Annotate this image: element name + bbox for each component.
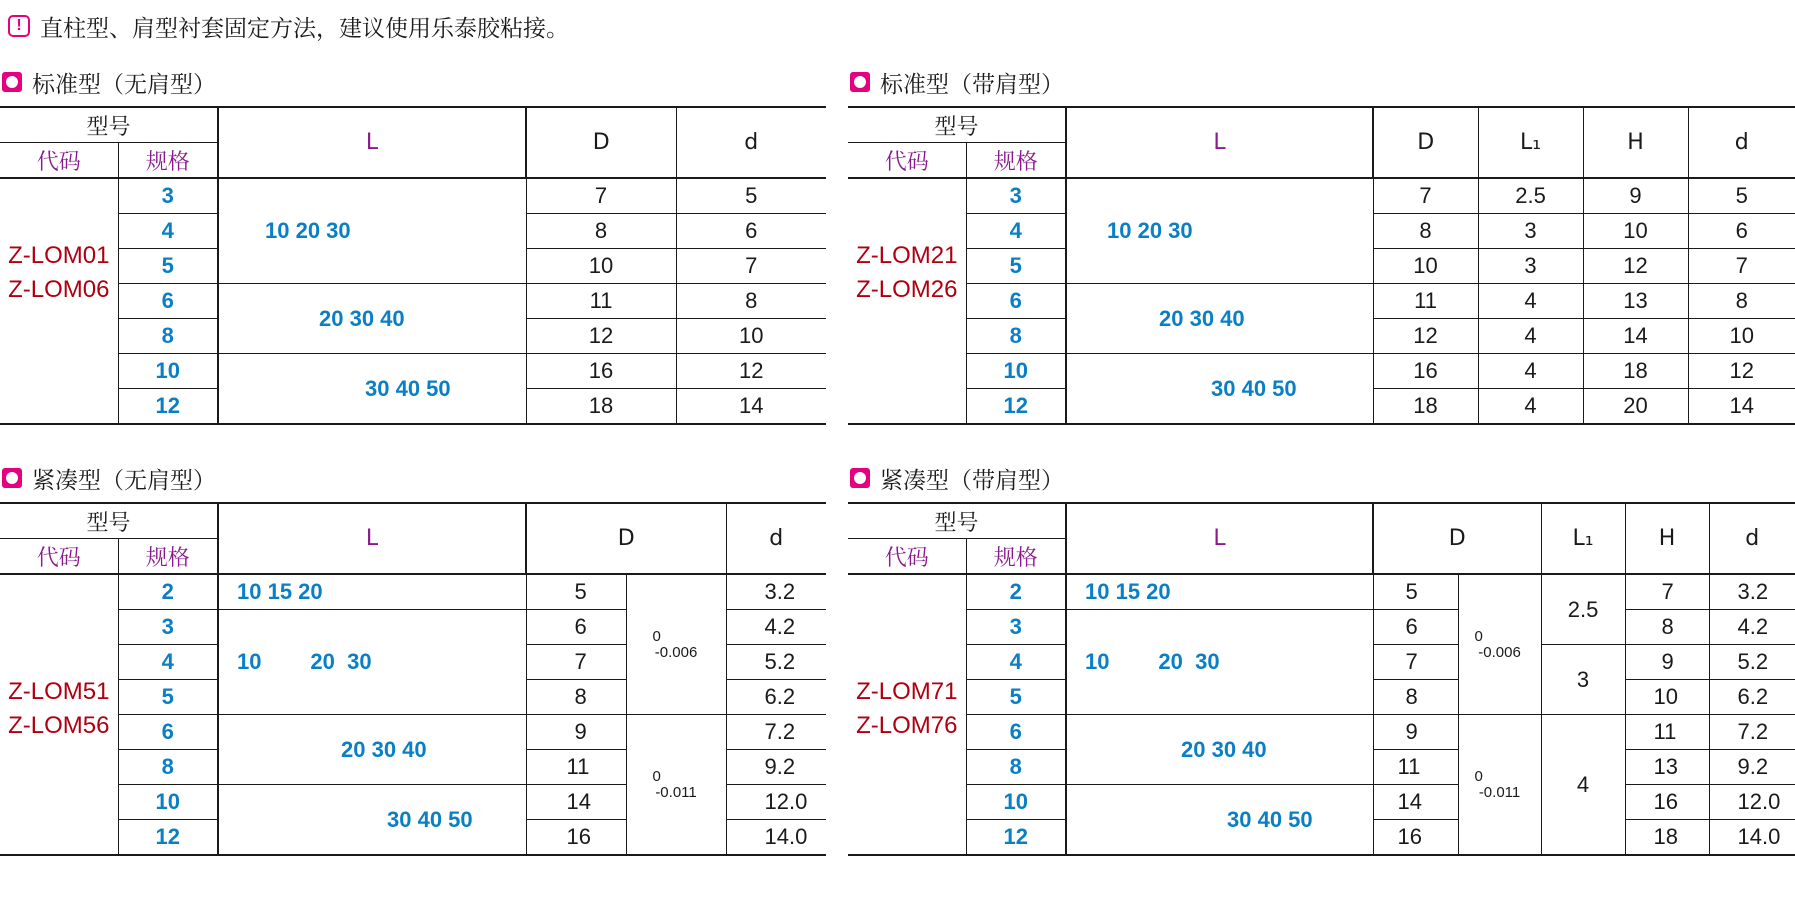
- H-value: 18: [1625, 820, 1709, 856]
- section-marker-icon: [2, 468, 22, 488]
- spec-value: 5: [966, 680, 1066, 715]
- tolerance-cell: [626, 574, 726, 715]
- length-options: 10 15 20: [218, 574, 526, 610]
- D-value: 8: [1373, 680, 1458, 715]
- D-value: 16: [526, 354, 676, 389]
- header-H: H: [1625, 503, 1709, 574]
- L1-value: 2.5: [1541, 574, 1625, 645]
- D-value: 18: [1373, 389, 1478, 425]
- d-value: 12.0: [1709, 785, 1795, 820]
- model-code: Z-LOM01: [8, 242, 110, 269]
- section-title: 标准型（带肩型）: [880, 71, 1064, 98]
- d-value: 6.2: [726, 680, 826, 715]
- spec-value: 3: [966, 610, 1066, 645]
- D-value: 11: [526, 750, 626, 785]
- spec-value: 6: [118, 715, 218, 750]
- D-value: 7: [1373, 645, 1458, 680]
- D-value: 11: [1373, 284, 1478, 319]
- D-value: 5: [1373, 574, 1458, 610]
- d-value: 7.2: [726, 715, 826, 750]
- D-value: 9: [1373, 715, 1458, 750]
- header-H: H: [1583, 107, 1688, 178]
- d-value: 5.2: [726, 645, 826, 680]
- spec-value: 10: [966, 785, 1066, 820]
- D-value: 18: [526, 389, 676, 425]
- section-title: 紧凑型（带肩型）: [880, 467, 1064, 494]
- section-title: 标准型（无肩型）: [32, 71, 216, 98]
- header-D: D: [526, 107, 676, 178]
- length-options: 20 30 40: [1066, 284, 1373, 354]
- tolerance-lower: -0.011: [1478, 783, 1521, 801]
- length-options: 20 30 40: [1066, 715, 1373, 785]
- H-value: 20: [1583, 389, 1688, 425]
- H-value: 13: [1583, 284, 1688, 319]
- spec-value: 3: [118, 178, 218, 214]
- d-value: 3.2: [1709, 574, 1795, 610]
- D-value: 6: [1373, 610, 1458, 645]
- model-code: Z-LOM51: [8, 678, 110, 705]
- D-value: 10: [1373, 249, 1478, 284]
- header-spec: 规格: [966, 143, 1066, 179]
- d-value: 9.2: [726, 750, 826, 785]
- header-d: d: [726, 503, 826, 574]
- D-value: 14: [1373, 785, 1458, 820]
- L1-value: 4: [1478, 389, 1583, 425]
- H-value: 10: [1625, 680, 1709, 715]
- install-note: [8, 8, 569, 44]
- section-marker-icon: [2, 72, 22, 92]
- d-value: 14.0: [1709, 820, 1795, 856]
- spec-value: 4: [966, 645, 1066, 680]
- d-value: 12: [1688, 354, 1795, 389]
- d-value: 9.2: [1709, 750, 1795, 785]
- header-D: D: [1373, 107, 1478, 178]
- d-value: 3.2: [726, 574, 826, 610]
- H-value: 8: [1625, 610, 1709, 645]
- D-value: 5: [526, 574, 626, 610]
- header-model: 型号: [0, 107, 218, 143]
- tolerance-lower: -0.011: [655, 783, 697, 801]
- tolerance-cell: [1458, 574, 1541, 715]
- spec-value: 8: [118, 319, 218, 354]
- H-value: 7: [1625, 574, 1709, 610]
- tolerance-lower: -0.006: [654, 643, 698, 661]
- section-title-row: [0, 460, 826, 496]
- exclamation-icon: !: [8, 15, 30, 37]
- spec-value: 12: [118, 389, 218, 425]
- spec-table: [848, 502, 1795, 856]
- header-L1: L₁: [1541, 503, 1625, 574]
- d-value: 5.2: [1709, 645, 1795, 680]
- tolerance-upper: 0: [652, 627, 661, 645]
- D-value: 7: [526, 178, 676, 214]
- spec-value: 5: [966, 249, 1066, 284]
- H-value: 11: [1625, 715, 1709, 750]
- spec-value: 12: [966, 389, 1066, 425]
- D-value: 10: [526, 249, 676, 284]
- section-title-row: [848, 64, 1795, 100]
- d-value: 6.2: [1709, 680, 1795, 715]
- L1-value: 4: [1478, 354, 1583, 389]
- length-options: 30 40 50: [218, 785, 526, 856]
- d-value: 5: [1688, 178, 1795, 214]
- model-codes: [0, 574, 118, 855]
- section-compact-no-shoulder: [0, 460, 826, 856]
- H-value: 13: [1625, 750, 1709, 785]
- H-value: 18: [1583, 354, 1688, 389]
- spec-value: 5: [118, 249, 218, 284]
- H-value: 9: [1625, 645, 1709, 680]
- L1-value: 3: [1478, 249, 1583, 284]
- d-value: 14.0: [726, 820, 826, 856]
- model-codes: [848, 574, 966, 855]
- model-code: Z-LOM26: [856, 276, 958, 303]
- header-L: L: [1066, 503, 1373, 574]
- header-code: 代码: [848, 539, 966, 575]
- header-code: 代码: [0, 143, 118, 179]
- model-code: Z-LOM56: [8, 712, 110, 739]
- header-D: D: [526, 503, 726, 574]
- length-options: 20 30 40: [218, 284, 526, 354]
- note-text: 直柱型、肩型衬套固定方法，建议使用乐泰胶粘接。: [40, 15, 569, 42]
- header-d: d: [676, 107, 826, 178]
- header-code: 代码: [0, 539, 118, 575]
- section-standard-no-shoulder: [0, 64, 826, 425]
- L1-value: 4: [1478, 319, 1583, 354]
- spec-value: 10: [118, 354, 218, 389]
- L1-value: 3: [1478, 214, 1583, 249]
- D-value: 16: [526, 820, 626, 856]
- tolerance-upper: 0: [1474, 627, 1483, 645]
- length-options: 10 20 30: [1066, 178, 1373, 284]
- header-model: 型号: [848, 107, 1066, 143]
- header-L1: L₁: [1478, 107, 1583, 178]
- spec-value: 12: [966, 820, 1066, 856]
- d-value: 8: [1688, 284, 1795, 319]
- model-code: Z-LOM21: [856, 242, 958, 269]
- model-codes: [0, 178, 118, 424]
- model-code: Z-LOM76: [856, 712, 958, 739]
- d-value: 7.2: [1709, 715, 1795, 750]
- length-options: 10 20 30: [218, 610, 526, 715]
- length-options: 30 40 50: [218, 354, 526, 425]
- header-spec: 规格: [118, 539, 218, 575]
- d-value: 4.2: [726, 610, 826, 645]
- d-value: 6: [676, 214, 826, 249]
- spec-value: 6: [966, 284, 1066, 319]
- header-d: d: [1688, 107, 1795, 178]
- header-spec: 规格: [118, 143, 218, 179]
- H-value: 14: [1583, 319, 1688, 354]
- tolerance-cell: [626, 715, 726, 856]
- spec-value: 8: [966, 750, 1066, 785]
- spec-value: 10: [118, 785, 218, 820]
- length-options: 30 40 50: [1066, 354, 1373, 425]
- header-D: D: [1373, 503, 1541, 574]
- D-value: 16: [1373, 354, 1478, 389]
- D-value: 7: [526, 645, 626, 680]
- spec-value: 8: [118, 750, 218, 785]
- D-value: 8: [526, 680, 626, 715]
- section-compact-shoulder: [848, 460, 1795, 856]
- header-model: 型号: [848, 503, 1066, 539]
- length-options: 10 15 20: [1066, 574, 1373, 610]
- d-value: 12: [676, 354, 826, 389]
- d-value: 14: [676, 389, 826, 425]
- spec-value: 2: [118, 574, 218, 610]
- d-value: 14: [1688, 389, 1795, 425]
- spec-value: 10: [966, 354, 1066, 389]
- D-value: 11: [526, 284, 676, 319]
- section-marker-icon: [850, 468, 870, 488]
- section-title-row: [0, 64, 826, 100]
- spec-table: [0, 502, 826, 856]
- H-value: 16: [1625, 785, 1709, 820]
- L1-value: 4: [1478, 284, 1583, 319]
- D-value: 14: [526, 785, 626, 820]
- section-marker-icon: [850, 72, 870, 92]
- H-value: 10: [1583, 214, 1688, 249]
- model-codes: [848, 178, 966, 424]
- D-value: 11: [1373, 750, 1458, 785]
- spec-value: 6: [966, 715, 1066, 750]
- d-value: 8: [676, 284, 826, 319]
- spec-value: 4: [118, 214, 218, 249]
- D-value: 9: [526, 715, 626, 750]
- tolerance-cell: [1458, 715, 1541, 856]
- D-value: 6: [526, 610, 626, 645]
- d-value: 5: [676, 178, 826, 214]
- header-L: L: [1066, 107, 1373, 178]
- spec-value: 4: [118, 645, 218, 680]
- spec-value: 2: [966, 574, 1066, 610]
- spec-value: 6: [118, 284, 218, 319]
- tolerance-lower: -0.006: [1478, 643, 1521, 661]
- d-value: 7: [676, 249, 826, 284]
- header-model: 型号: [0, 503, 218, 539]
- L1-value: 2.5: [1478, 178, 1583, 214]
- section-title: 紧凑型（无肩型）: [32, 467, 216, 494]
- length-options: 10 20 30: [1066, 610, 1373, 715]
- header-code: 代码: [848, 143, 966, 179]
- H-value: 9: [1583, 178, 1688, 214]
- spec-value: 3: [966, 178, 1066, 214]
- d-value: 6: [1688, 214, 1795, 249]
- D-value: 12: [1373, 319, 1478, 354]
- model-code: Z-LOM06: [8, 276, 110, 303]
- model-code: Z-LOM71: [856, 678, 958, 705]
- section-standard-shoulder: [848, 64, 1795, 425]
- d-value: 12.0: [726, 785, 826, 820]
- L1-value: 3: [1541, 645, 1625, 715]
- d-value: 10: [676, 319, 826, 354]
- D-value: 7: [1373, 178, 1478, 214]
- header-L: L: [218, 503, 526, 574]
- D-value: 12: [526, 319, 676, 354]
- header-spec: 规格: [966, 539, 1066, 575]
- L1-value: 4: [1541, 715, 1625, 856]
- d-value: 10: [1688, 319, 1795, 354]
- length-options: 20 30 40: [218, 715, 526, 785]
- d-value: 4.2: [1709, 610, 1795, 645]
- D-value: 16: [1373, 820, 1458, 856]
- length-options: 30 40 50: [1066, 785, 1373, 856]
- spec-value: 5: [118, 680, 218, 715]
- spec-value: 12: [118, 820, 218, 856]
- tolerance-upper: 0: [652, 767, 661, 785]
- D-value: 8: [526, 214, 676, 249]
- header-L: L: [218, 107, 526, 178]
- header-d: d: [1709, 503, 1795, 574]
- spec-value: 8: [966, 319, 1066, 354]
- D-value: 8: [1373, 214, 1478, 249]
- section-title-row: [848, 460, 1795, 496]
- tolerance-upper: 0: [1474, 767, 1483, 785]
- spec-value: 3: [118, 610, 218, 645]
- d-value: 7: [1688, 249, 1795, 284]
- spec-value: 4: [966, 214, 1066, 249]
- spec-table: [848, 106, 1795, 425]
- H-value: 12: [1583, 249, 1688, 284]
- spec-table: [0, 106, 826, 425]
- length-options: 10 20 30: [218, 178, 526, 284]
